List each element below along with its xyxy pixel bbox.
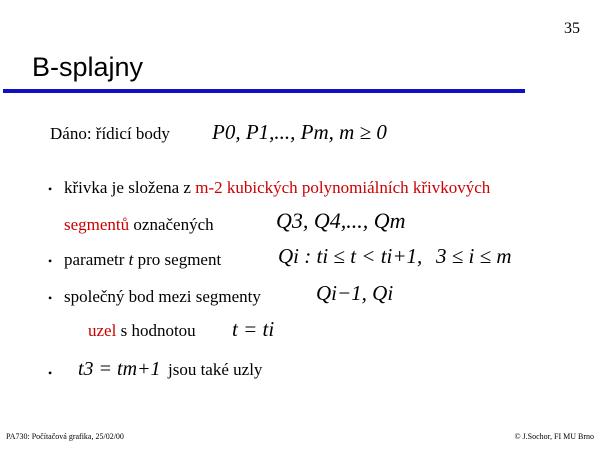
parameter-symbol: t: [128, 250, 134, 269]
slide-title: B-splajny: [32, 52, 144, 82]
bullet-icon: •: [48, 366, 53, 380]
end-knots-formula: t3 = tm+1: [78, 358, 161, 380]
bullet-text-highlight: m-2 kubických polynomiálních křivkových: [195, 178, 491, 197]
bullet-icon: •: [48, 291, 53, 305]
footer-copyright: © J.Sochor, FI MU Brno: [514, 432, 594, 441]
bullet-curve-composition: [64, 178, 490, 198]
bullet-text-end: pro segment: [133, 250, 222, 269]
segments-highlight: segmentů: [64, 215, 130, 234]
given-label: Dáno: řídicí body: [50, 124, 170, 143]
bullet-common-point: společný bod mezi segmenty: [64, 287, 261, 306]
given-control-points-formula: P0, P1,..., Pm, m ≥ 0: [212, 120, 387, 144]
segments-text: označených: [129, 215, 214, 234]
bullet-parameter: [64, 250, 221, 270]
bullet-text: křivka je složena z: [64, 178, 196, 197]
knot-formula: t = ti: [232, 317, 275, 341]
page-number: 35: [564, 20, 580, 37]
bullet-icon: •: [48, 254, 53, 268]
knot-line: [88, 321, 196, 341]
bullet-text: parametr: [64, 250, 129, 269]
footer-course: PA730: Počítačová grafika, 25/02/00: [6, 432, 124, 441]
end-knots-text: jsou také uzly: [168, 360, 263, 379]
bullet-icon: •: [48, 182, 53, 196]
segments-line: [64, 215, 214, 235]
segments-formula: Q3, Q4,..., Qm: [276, 208, 406, 233]
common-point-formula: Qi−1, Qi: [316, 281, 394, 305]
index-range-formula: 3 ≤ i ≤ m: [436, 244, 512, 268]
title-underline: [3, 89, 525, 93]
parameter-range-formula: Qi : ti ≤ t < ti+1,: [278, 244, 423, 268]
knot-text: s hodnotou: [116, 321, 196, 340]
knot-highlight: uzel: [88, 321, 117, 340]
